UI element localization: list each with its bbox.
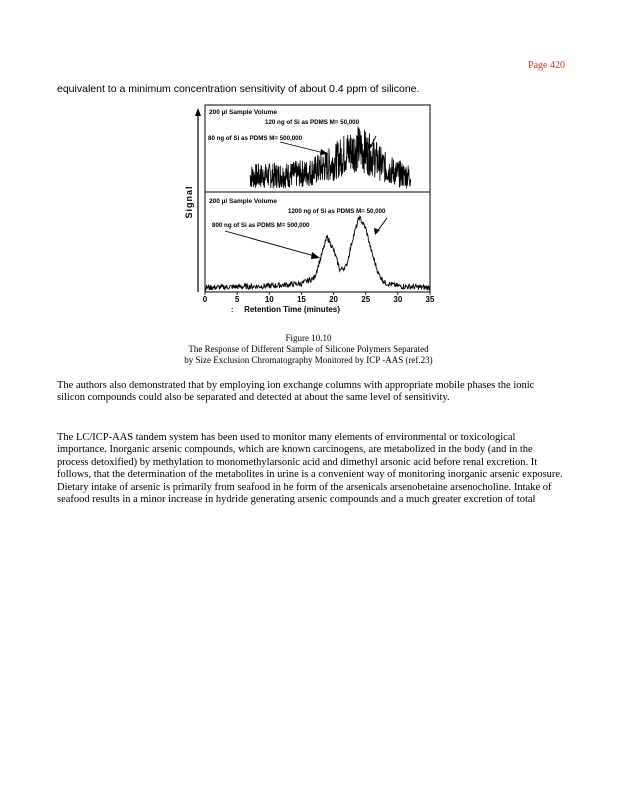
x-axis-label: Retention Time (minutes) [244, 305, 340, 314]
bottom-panel-line3: 800 ng of Si as PDMS M= 500,000 [212, 222, 310, 229]
y-axis-label: Signal [184, 185, 194, 219]
x-tick-label-0: 0 [202, 295, 208, 304]
top-panel-line3: 80 ng of Si as PDMS M= 500,000 [208, 135, 303, 142]
bottom-panel-frame [205, 192, 430, 292]
x-tick-label-4: 20 [329, 295, 339, 304]
caption-line2: The Response of Different Sample of Silicone Polymers Separated [188, 344, 429, 354]
top-panel-line1: 200 µl Sample Volume [209, 109, 277, 116]
x-axis-ticks [203, 292, 435, 304]
intro-text: equivalent to a minimum concentration sensitivity of about 0.4 ppm of silicone. [57, 83, 420, 95]
y-axis-arrowhead [195, 108, 201, 116]
figure-caption [0, 333, 617, 366]
x-tick-label-5: 25 [361, 295, 371, 304]
caption-line1: Figure 10.10 [285, 333, 332, 343]
x-tick-label-1: 5 [234, 295, 240, 304]
x-tick-label-7: 35 [425, 295, 435, 304]
paragraph-2: The LC/ICP-AAS tandem system has been used to monitor many elements of environmental or toxicological importance. Inorganic arsenic compounds, which are known carcinogens, are metabolized in the body (and in the process detoxified) by methylation to monomethylarsonic acid and dimethyl arsonic acid before renal excretion. It follows, that the determination of the metabolites in urine is a convenient way of monitoring inorganic arsenic exposure. Dietary intake of arsenic is primarily from seafood in he form of the arsenicals arsenobetaine arsenocholine. Intake of seafood results in a minor increase in hydride generating arsenic compounds and a much greater excretion of total [57, 432, 563, 506]
bottom-panel-line2: 1200 ng of Si as PDMS M= 50,000 [288, 208, 386, 215]
paragraph-1: The authors also demonstrated that by employing ion exchange columns with appropriate mobile phases the ionic silicon compounds could also be separated and detected at about the same level of sensitivity. [57, 380, 535, 404]
page-number: Page 420 [528, 60, 565, 71]
top-panel-line2: 120 ng of Si as PDMS M= 50,000 [265, 119, 360, 126]
chromatogram-figure [180, 102, 440, 322]
bottom-panel-line1: 200 µl Sample Volume [209, 198, 277, 205]
bottom-arrow-1 [225, 231, 318, 257]
x-tick-label-6: 30 [393, 295, 403, 304]
bottom-arrowhead-1 [311, 252, 320, 259]
x-tick-dots: : [231, 307, 234, 314]
caption-line3: by Size Exclusion Chromatography Monitored by ICP -AAS (ref.23) [184, 355, 433, 365]
x-tick-label-2: 10 [264, 295, 274, 304]
x-tick-label-3: 15 [296, 295, 306, 304]
